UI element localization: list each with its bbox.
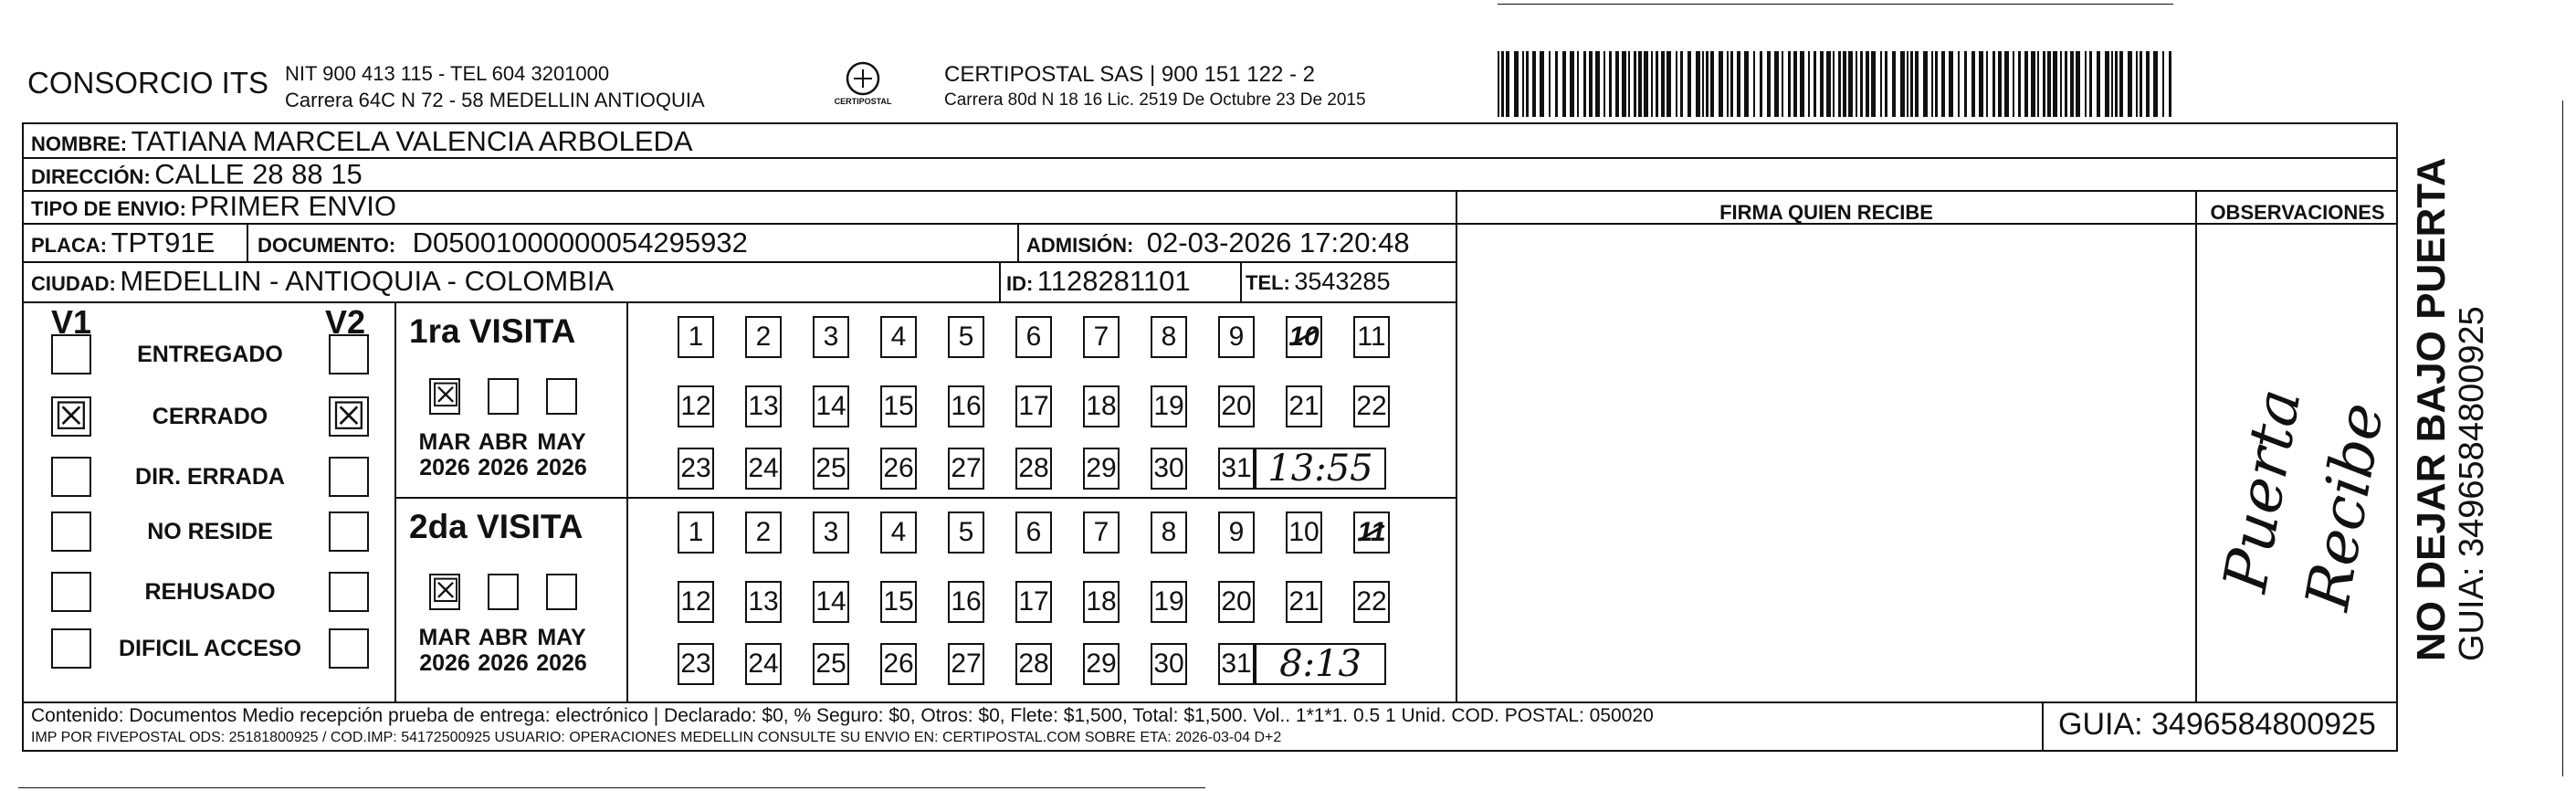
barcode-bar [1634,51,1636,117]
v1-checkbox[interactable] [51,457,91,497]
barcode-bar [1753,51,1755,117]
barcode-bar [1866,51,1869,117]
month-checkbox[interactable] [546,378,577,415]
day-cell[interactable]: 7 [1083,512,1120,554]
barcode-bar [1522,51,1524,117]
barcode-bar [2060,51,2062,117]
day-cell[interactable]: 27 [948,643,984,685]
send-type-row [31,191,396,222]
barcode-bar [1964,51,1967,117]
barcode-bar [2146,51,2150,117]
barcode-bar [1676,51,1677,117]
plate-row [31,225,215,261]
observation-handwriting-1: Puerta [2210,383,2315,597]
footer-content-line: Contenido: Documentos Medio recepción prueba de entrega: electrónico | Declarado: $0, % Seguro: $0, Otros: $0, Flete: $1,500, Total: $1,500. Vol.. 1*1*1. 0.5 1 Unid. COD. POSTAL: 050020 [31,705,1654,726]
sender-address: Carrera 64C N 72 - 58 MEDELLIN ANTIOQUIA [285,89,705,111]
barcode-bar [1843,51,1846,117]
barcode-bar [1549,51,1551,117]
v2-label: V2 [325,303,366,341]
barcode-bar [1838,51,1841,117]
day-cell[interactable]: 26 [880,643,917,685]
barcode-bar [1871,51,1876,117]
barcode-bar [1651,51,1653,117]
sender-name: CONSORCIO ITS [27,66,269,100]
day-cell[interactable]: 19 [1151,581,1187,623]
barcode-bar [1688,51,1691,117]
barcode-bar [2018,51,2021,117]
barcode-bar [1644,51,1648,117]
admission-value: 02-03-2026 17:20:48 [1146,227,1410,258]
v1-checkbox[interactable] [51,334,91,374]
barcode-bar [1998,51,2002,117]
barcode-bar [2097,51,2100,117]
document-value: D05001000000054295932 [412,227,748,258]
barcode-bar [1992,51,1995,117]
observation-handwriting-2: Recibe [2292,397,2398,616]
barcode-bar [1638,51,1642,117]
day-cell[interactable]: 22 [1353,385,1390,427]
name-row [31,126,693,157]
barcode-bar [2004,51,2009,117]
day-cell[interactable]: 4 [880,512,917,554]
barcode-bar [2053,51,2057,117]
barcode-bar [1562,51,1566,117]
signature-header: FIRMA QUIEN RECIBE [1719,201,1933,224]
month-label: MAR [418,429,471,455]
day-cell[interactable]: 11 [1353,512,1390,554]
day-cell[interactable]: 8 [1151,316,1187,358]
day-cell[interactable]: 2 [745,316,782,358]
barcode-bar [1696,51,1700,117]
day-cell[interactable]: 24 [745,643,782,685]
barcode-bar [1885,51,1887,117]
v1-checkbox[interactable] [51,512,91,552]
barcode-bar [1501,51,1504,117]
status-label: REHUSADO [144,579,276,605]
barcode-bar [1915,51,1919,117]
day-cell[interactable]: 7 [1083,316,1120,358]
barcode-bar [1971,51,1975,117]
carrier-name: CERTIPOSTAL SAS | 900 151 122 - 2 [944,62,1315,87]
barcode-bar [1979,51,1983,117]
month-label: ABR [478,625,529,650]
barcode-bar [1506,51,1509,117]
barcode-bar [1949,51,1953,117]
address-label: DIRECCIÓN: [31,165,151,188]
visit-title: 2da VISITA [409,508,584,545]
barcode-bar [1900,51,1905,117]
day-cell[interactable]: 25 [813,643,849,685]
day-cell[interactable]: 19 [1151,385,1187,427]
day-cell[interactable]: 23 [678,643,714,685]
barcode-bar [1910,51,1913,117]
carrier-license: Carrera 80d N 18 16 Lic. 2519 De Octubre 23 De 2015 [944,90,1366,110]
barcode-bar [2162,51,2164,117]
barcode-bar [1577,51,1579,117]
day-cell[interactable]: 17 [1015,385,1052,427]
barcode-bar [1856,51,1857,117]
barcode-bar [1540,51,1544,117]
barcode-bar [1526,51,1529,117]
barcode-bar [1820,51,1824,117]
day-mark [1358,524,1384,542]
v2-checkbox[interactable] [329,512,369,552]
v2-checkbox[interactable] [329,572,369,612]
barcode-bar [1800,51,1804,117]
day-cell[interactable]: 3 [813,512,849,554]
barcode-bar [2169,51,2171,117]
barcode-bar [1848,51,1853,117]
send-type-value: PRIMER ENVIO [190,190,397,222]
barcode-bar [1892,51,1896,117]
barcode-bar [1609,51,1612,117]
v2-checkbox[interactable]: ☒ [329,396,369,437]
barcode-bar [2031,51,2035,117]
day-cell[interactable]: 18 [1083,385,1120,427]
v1-checkbox[interactable]: ☒ [51,396,91,437]
admission-label: ADMISIÓN: [1026,234,1134,257]
visit-time[interactable]: 8:13 [1255,643,1386,685]
admission-cell [1026,225,1410,261]
barcode-bar [2153,51,2158,117]
month-checkbox[interactable]: ☒ [431,573,461,610]
barcode-bar [1656,51,1658,117]
day-cell[interactable]: 30 [1151,448,1187,490]
day-cell[interactable]: 16 [948,385,984,427]
day-cell[interactable]: 8 [1151,512,1187,554]
barcode-bar [1923,51,1928,117]
tel-label: TEL: [1246,271,1290,294]
barcode-bar [2115,51,2118,117]
barcode-bar [1860,51,1863,117]
v1-checkbox[interactable] [51,628,91,669]
day-cell[interactable]: 11 [1353,316,1390,358]
plate-label: PLACA: [31,234,108,257]
month-year: 2026 [478,650,529,676]
day-cell[interactable]: 26 [880,448,917,490]
city-label: CIUDAD: [31,272,116,295]
day-cell[interactable]: 1 [678,512,714,554]
day-cell[interactable]: 29 [1083,448,1120,490]
status-label: DIFICIL ACCESO [119,636,302,661]
barcode-bar [1935,51,1938,117]
status-label: CERRADO [152,404,268,429]
document-label: DOCUMENTO: [258,234,396,257]
barcode-bar [2119,51,2123,117]
day-cell[interactable]: 17 [1015,581,1052,623]
month-year: 2026 [536,650,587,676]
footer-imp-line: IMP POR FIVEPOSTAL ODS: 25181800925 / COD.IMP: 54172500925 USUARIO: OPERACIONES MEDELLIN CONSULTE SU ENVIO EN: CERTIPOSTAL.COM SOBRE ETA: 2026-03-04 D+2 [31,730,1282,745]
day-cell[interactable]: 16 [948,581,984,623]
barcode-bar [1603,51,1605,117]
month-year: 2026 [536,455,587,480]
recipient-name: TATIANA MARCELA VALENCIA ARBOLEDA [131,125,693,157]
v1-checkbox[interactable] [51,572,91,612]
day-cell[interactable]: 5 [948,316,984,358]
name-label: NOMBRE: [31,132,128,155]
barcode-bar [2043,51,2045,117]
id-label: ID: [1006,272,1034,295]
send-type-label: TIPO DE ENVIO: [31,197,186,220]
barcode-bar [1744,51,1749,117]
barcode-bar [1532,51,1536,117]
barcode-bar [1774,51,1779,117]
barcode-bar [1880,51,1882,117]
month-label: MAY [537,625,586,650]
address-row [31,159,363,190]
day-cell[interactable]: 12 [678,385,714,427]
barcode-bar [1570,51,1574,117]
barcode-bar [1706,51,1709,117]
status-label: NO RESIDE [147,519,273,544]
tel-cell [1246,263,1390,300]
day-cell[interactable]: 10 [1286,316,1322,358]
day-cell[interactable]: 25 [813,448,849,490]
month-checkbox[interactable] [488,574,519,610]
side-notice-text: NO DEJAR BAJO PUERTA [2409,157,2454,661]
sender-nit: NIT 900 413 115 - TEL 604 3201000 [285,62,610,85]
day-cell[interactable]: 31 [1218,448,1255,490]
month-checkbox[interactable] [488,378,519,415]
barcode-bar [1814,51,1816,117]
day-cell[interactable]: 12 [678,581,714,623]
id-value: 1128281101 [1036,265,1191,297]
month-year: 2026 [419,650,470,676]
barcode-bar [1615,51,1619,117]
barcode-bar [1958,51,1960,117]
id-cell [1006,263,1191,300]
day-cell[interactable]: 14 [813,385,849,427]
barcode-bar [1782,51,1783,117]
observations-header: OBSERVACIONES [2210,201,2385,224]
side-guide-text: GUIA: 3496584800925 [2453,306,2491,661]
barcode-bar [2013,51,2014,117]
barcode-bar [1595,51,1600,117]
month-year: 2026 [478,455,529,480]
day-cell[interactable]: 31 [1218,643,1255,685]
day-mark [1290,329,1317,346]
day-cell[interactable]: 24 [745,448,782,490]
barcode-bar [1833,51,1835,117]
day-cell[interactable]: 6 [1015,512,1052,554]
day-cell[interactable]: 15 [880,385,917,427]
visit-time[interactable]: 13:55 [1255,448,1386,490]
barcode-bar [1719,51,1723,117]
barcode-bar [1667,51,1671,117]
barcode-bar [2070,51,2074,117]
side-notice [2409,132,2492,661]
v2-checkbox[interactable] [329,334,369,374]
v1-label: V1 [51,303,92,341]
day-cell[interactable]: 20 [1218,385,1255,427]
day-cell[interactable]: 22 [1353,581,1390,623]
barcode-bar [1941,51,1945,117]
barcode-bar [1661,51,1665,117]
v2-checkbox[interactable] [329,457,369,497]
day-cell[interactable]: 18 [1083,581,1120,623]
day-cell[interactable]: 27 [948,448,984,490]
day-cell[interactable]: 23 [678,448,714,490]
barcode-bar [2136,51,2138,117]
month-label: MAY [537,429,586,455]
month-year: 2026 [419,455,470,480]
day-cell[interactable]: 21 [1286,385,1322,427]
day-cell[interactable]: 28 [1015,643,1052,685]
day-cell[interactable]: 1 [678,316,714,358]
day-cell[interactable]: 15 [880,581,917,623]
barcode-bar [1907,51,1908,117]
barcode-bar [1589,51,1593,117]
document-cell [258,225,748,261]
barcode-bar [1826,51,1831,117]
barcode-bar [2047,51,2051,117]
barcode-bar [1628,51,1630,117]
barcode-bar [1702,51,1704,117]
visit-title: 1ra VISITA [409,312,576,350]
day-cell[interactable]: 4 [880,316,917,358]
barcode-bar [2089,51,2092,117]
barcode-bar [1727,51,1729,117]
day-cell[interactable]: 5 [948,512,984,554]
day-cell[interactable]: 14 [813,581,849,623]
day-cell[interactable]: 21 [1286,581,1322,623]
day-cell[interactable]: 28 [1015,448,1052,490]
carrier-logo [831,58,895,113]
barcode-bar [1498,51,1499,117]
barcode-bar [2111,51,2113,117]
carrier-logo-text: CERTIPOSTAL [834,97,892,106]
day-cell[interactable]: 29 [1083,643,1120,685]
day-cell[interactable]: 6 [1015,316,1052,358]
day-cell[interactable]: 9 [1218,316,1255,358]
barcode-bar [2076,51,2080,117]
plate-value: TPT91E [110,227,216,258]
barcode-bar [1583,51,1586,117]
barcode-bar [2037,51,2039,117]
month-checkbox[interactable] [546,574,577,610]
barcode [1498,51,2173,117]
barcode-bar [1555,51,1558,117]
barcode-bar [2140,51,2142,117]
city-row [31,263,614,300]
barcode-bar [1514,51,1519,117]
recipient-address: CALLE 28 88 15 [154,158,363,190]
day-cell[interactable]: 30 [1151,643,1187,685]
barcode-bar [2105,51,2109,117]
month-checkbox[interactable]: ☒ [431,377,461,415]
barcode-bar [2128,51,2132,117]
barcode-bar [1793,51,1797,117]
barcode-bar [1788,51,1791,117]
day-cell[interactable]: 13 [745,581,782,623]
barcode-bar [1760,51,1762,117]
barcode-bar [1622,51,1626,117]
day-cell[interactable]: 9 [1218,512,1255,554]
day-cell[interactable]: 2 [745,512,782,554]
day-cell[interactable]: 13 [745,385,782,427]
barcode-bar [1808,51,1810,117]
barcode-bar [1986,51,1988,117]
day-cell[interactable]: 20 [1218,581,1255,623]
barcode-bar [2065,51,2067,117]
barcode-bar [1730,51,1733,117]
tel-value: 3543285 [1294,268,1391,295]
barcode-bar [2085,51,2087,117]
status-label: DIR. ERRADA [135,464,285,490]
barcode-bar [1931,51,1933,117]
day-cell[interactable]: 3 [813,316,849,358]
barcode-bar [1767,51,1771,117]
city-value: MEDELLIN - ANTIOQUIA - COLOMBIA [120,265,615,297]
barcode-bar [1737,51,1740,117]
v2-checkbox[interactable] [329,628,369,669]
footer-guide: GUIA: 3496584800925 [2058,707,2376,742]
day-cell[interactable]: 10 [1286,512,1322,554]
month-label: MAR [418,625,471,650]
status-label: ENTREGADO [137,342,283,367]
month-label: ABR [478,429,529,455]
barcode-bar [1710,51,1714,117]
barcode-bar [1680,51,1683,117]
barcode-bar [2024,51,2028,117]
